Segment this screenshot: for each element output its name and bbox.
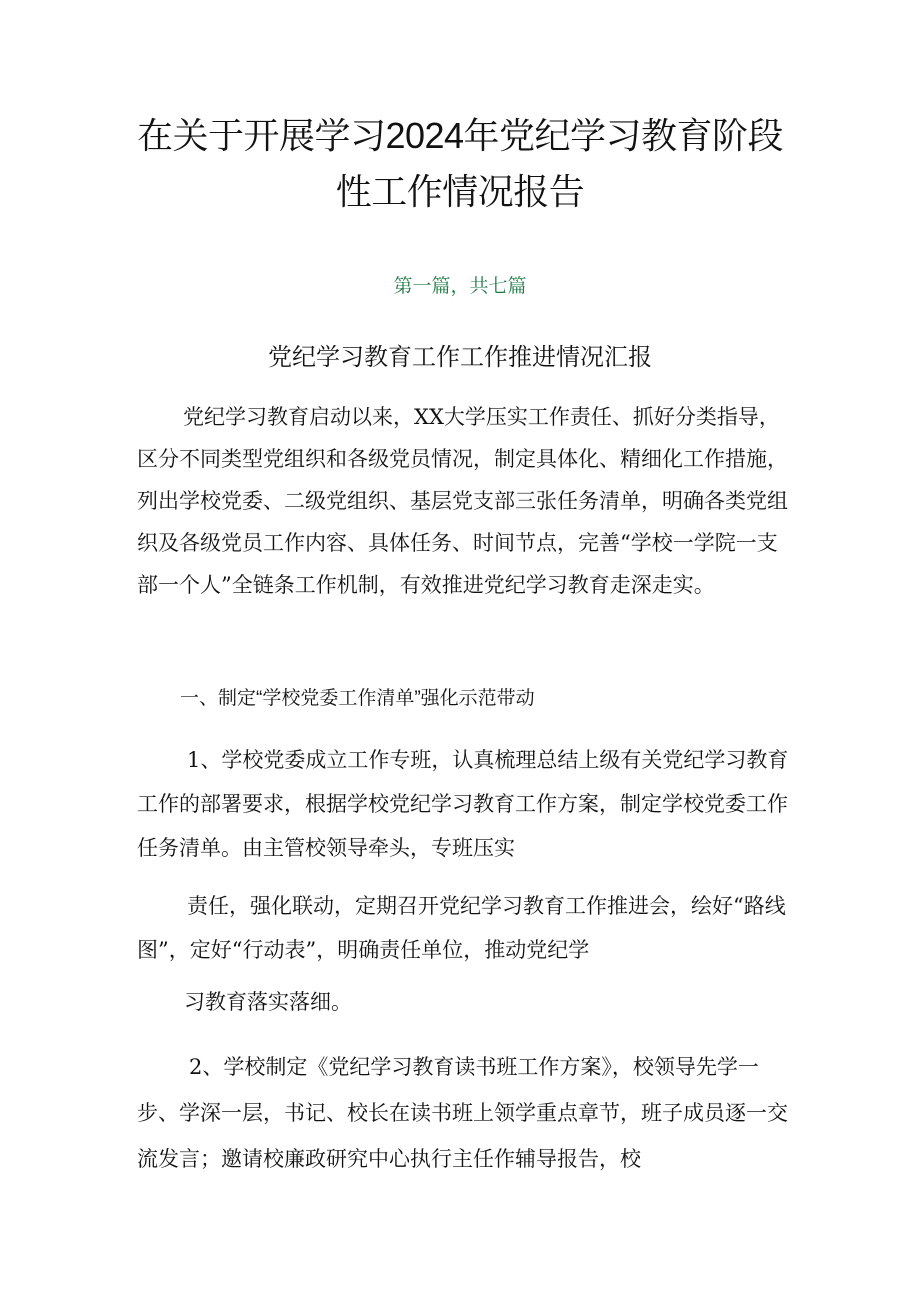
item-1-continuation: 责任，强化联动，定期召开党纪学习教育工作推进会，绘好“路线图”，定好“行动表”，明确责任单位，推动党纪学 — [137, 894, 786, 962]
item-1-ending: 习教育落实落细。 — [184, 990, 352, 1014]
section-heading: 党纪学习教育工作工作推进情况汇报 — [268, 344, 652, 371]
intro-paragraph: 党纪学习教育启动以来，XX大学压实工作责任、抓好分类指导，区分不同类型党组织和各级党员情况，制定具体化、精细化工作措施，列出学校党委、二级党组织、基层党支部三张任务清单，明确各类党组织及各级党员工作内容、具体任务、时间节点，完善“学校一学院一支部一个人”全链条工作机制，有效推进党纪学习教育走深走实。 — [137, 405, 788, 597]
subsection-heading-1: 一、制定“学校党委工作清单”强化示范带动 — [180, 688, 535, 709]
item-2-paragraph: 2、学校制定《党纪学习教育读书班工作方案》，校领导先学一步、学深一层，书记、校长在读书班上领学重点章节，班子成员逐一交流发言；邀请校廉政研究中心执行主任作辅导报告，校 — [137, 1055, 788, 1171]
document-title: 在关于开展学习2024年党纪学习教育阶段性工作情况报告 — [136, 115, 784, 212]
item-1-paragraph: 1、学校党委成立工作专班，认真梳理总结上级有关党纪学习教育工作的部署要求，根据学校党纪学习教育工作方案，制定学校党委工作任务清单。由主管校领导牵头，专班压实 — [137, 748, 789, 860]
part-label: 第一篇，共七篇 — [393, 275, 527, 297]
